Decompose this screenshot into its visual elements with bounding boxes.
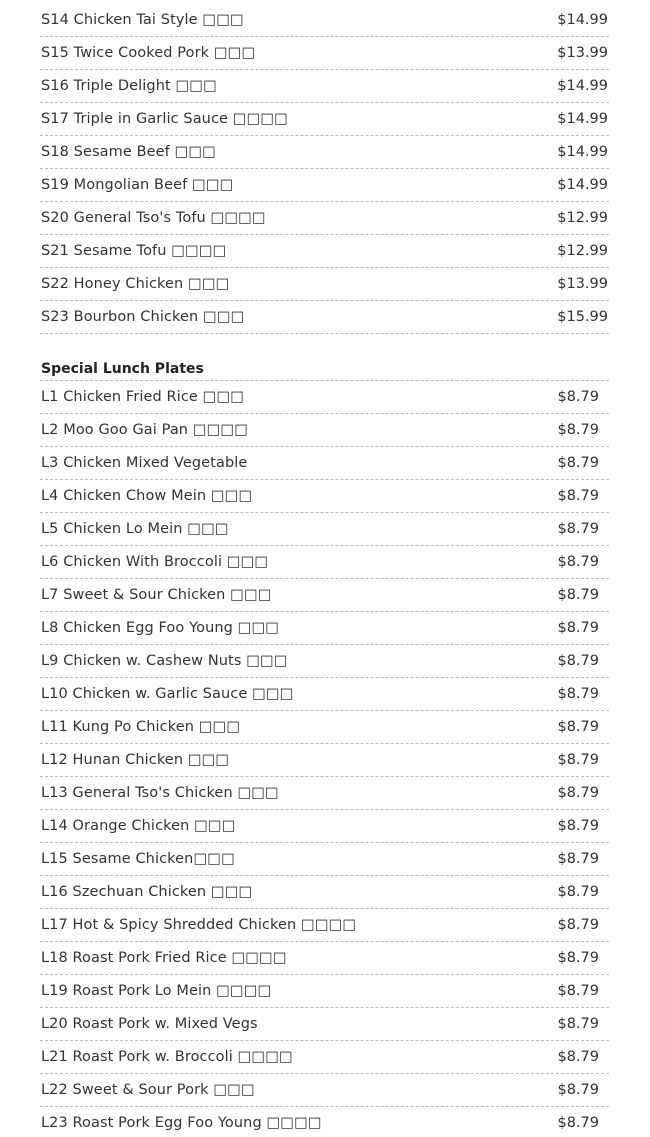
menu-item-price: $8.79 xyxy=(557,554,599,570)
menu-item-row xyxy=(40,103,609,136)
menu-item-name: S19 Mongolian Beef □□□ xyxy=(41,177,234,193)
menu-item-price: $8.79 xyxy=(557,488,599,504)
menu-item-row xyxy=(40,645,609,678)
menu-item-price: $14.99 xyxy=(557,177,608,193)
menu-item-price: $14.99 xyxy=(557,12,608,28)
menu-item-row xyxy=(40,1008,609,1041)
lunch-section xyxy=(40,354,609,1137)
menu-item-name: L11 Kung Po Chicken □□□ xyxy=(41,719,241,735)
menu-item-price: $8.79 xyxy=(557,1082,599,1098)
menu-item-row xyxy=(40,447,609,480)
menu-item-row xyxy=(40,579,609,612)
menu-item-price: $8.79 xyxy=(557,686,599,702)
lunch-list xyxy=(40,381,609,1137)
menu-item-name: L12 Hunan Chicken □□□ xyxy=(41,752,230,768)
menu-item-name: S17 Triple in Garlic Sauce □□□□ xyxy=(41,111,288,127)
menu-item-name: L9 Chicken w. Cashew Nuts □□□ xyxy=(41,653,288,669)
menu-item-row xyxy=(40,136,609,169)
menu-item-row xyxy=(40,202,609,235)
menu-item-row xyxy=(40,37,609,70)
menu-item-name: L17 Hot & Spicy Shredded Chicken □□□□ xyxy=(41,917,357,933)
menu-item-name: L15 Sesame Chicken□□□ xyxy=(41,851,235,867)
menu-item-price: $8.79 xyxy=(557,752,599,768)
menu-item-price: $8.79 xyxy=(557,1115,599,1131)
menu-item-row xyxy=(40,1074,609,1107)
menu-item-name: S23 Bourbon Chicken □□□ xyxy=(41,309,245,325)
menu-item-price: $14.99 xyxy=(557,111,608,127)
menu-item-name: L21 Roast Pork w. Broccoli □□□□ xyxy=(41,1049,293,1065)
menu-item-name: L20 Roast Pork w. Mixed Vegs xyxy=(41,1016,258,1032)
menu-item-price: $8.79 xyxy=(557,1016,599,1032)
menu-item-name: L5 Chicken Lo Mein □□□ xyxy=(41,521,229,537)
menu-item-row xyxy=(40,268,609,301)
menu-item-name: S22 Honey Chicken □□□ xyxy=(41,276,230,292)
menu-item-row xyxy=(40,975,609,1008)
menu-item-name: S21 Sesame Tofu □□□□ xyxy=(41,243,227,259)
menu-item-row xyxy=(40,1107,609,1137)
menu-item-price: $13.99 xyxy=(557,276,608,292)
menu-item-name: S14 Chicken Tai Style □□□ xyxy=(41,12,244,28)
menu-item-name: L10 Chicken w. Garlic Sauce □□□ xyxy=(41,686,294,702)
menu-item-price: $8.79 xyxy=(557,455,599,471)
menu-item-price: $8.79 xyxy=(557,818,599,834)
menu-item-name: L8 Chicken Egg Foo Young □□□ xyxy=(41,620,280,636)
menu-item-price: $8.79 xyxy=(557,1049,599,1065)
menu-item-row xyxy=(40,546,609,579)
menu-item-price: $12.99 xyxy=(557,243,608,259)
menu-item-name: S15 Twice Cooked Pork □□□ xyxy=(41,45,256,61)
menu-item-price: $8.79 xyxy=(557,950,599,966)
menu-item-row xyxy=(40,942,609,975)
menu-item-row xyxy=(40,876,609,909)
menu-item-name: L22 Sweet & Sour Pork □□□ xyxy=(41,1082,255,1098)
menu-item-price: $8.79 xyxy=(557,587,599,603)
menu-item-row xyxy=(40,711,609,744)
menu-item-name: S16 Triple Delight □□□ xyxy=(41,78,217,94)
menu-item-price: $15.99 xyxy=(557,309,608,325)
menu-item-name: L3 Chicken Mixed Vegetable xyxy=(41,455,248,471)
menu-item-price: $14.99 xyxy=(557,144,608,160)
menu-item-name: S18 Sesame Beef □□□ xyxy=(41,144,216,160)
menu-item-row xyxy=(40,843,609,876)
menu-item-row xyxy=(40,810,609,843)
menu-item-name: L18 Roast Pork Fried Rice □□□□ xyxy=(41,950,287,966)
menu-item-row xyxy=(40,169,609,202)
menu-item-name: L7 Sweet & Sour Chicken □□□ xyxy=(41,587,272,603)
specials-list xyxy=(40,4,609,334)
menu-item-name: L4 Chicken Chow Mein □□□ xyxy=(41,488,253,504)
menu-item-row xyxy=(40,301,609,334)
menu-item-price: $8.79 xyxy=(557,389,599,405)
menu-item-row xyxy=(40,1041,609,1074)
menu-item-price: $14.99 xyxy=(557,78,608,94)
menu-item-name: L6 Chicken With Broccoli □□□ xyxy=(41,554,269,570)
menu-item-name: L1 Chicken Fried Rice □□□ xyxy=(41,389,245,405)
menu-item-name: L2 Moo Goo Gai Pan □□□□ xyxy=(41,422,248,438)
menu-item-row xyxy=(40,235,609,268)
menu-item-row xyxy=(40,4,609,37)
menu-item-price: $12.99 xyxy=(557,210,608,226)
menu-item-name: S20 General Tso's Tofu □□□□ xyxy=(41,210,266,226)
menu-item-row xyxy=(40,414,609,447)
menu-item-row xyxy=(40,777,609,810)
menu-item-row xyxy=(40,480,609,513)
menu-item-price: $13.99 xyxy=(557,45,608,61)
menu-item-price: $8.79 xyxy=(557,719,599,735)
menu-item-row xyxy=(40,70,609,103)
menu-item-row xyxy=(40,513,609,546)
menu-item-row xyxy=(40,381,609,414)
menu-item-row xyxy=(40,612,609,645)
menu-item-price: $8.79 xyxy=(557,785,599,801)
menu-item-row xyxy=(40,909,609,942)
menu-item-price: $8.79 xyxy=(557,653,599,669)
menu-item-name: L23 Roast Pork Egg Foo Young □□□□ xyxy=(41,1115,322,1131)
menu-item-price: $8.79 xyxy=(557,983,599,999)
menu-item-name: L19 Roast Pork Lo Mein □□□□ xyxy=(41,983,272,999)
menu-item-row xyxy=(40,678,609,711)
menu-item-name: L13 General Tso's Chicken □□□ xyxy=(41,785,279,801)
menu-container xyxy=(40,4,609,1137)
menu-item-price: $8.79 xyxy=(557,422,599,438)
menu-item-price: $8.79 xyxy=(557,884,599,900)
menu-item-price: $8.79 xyxy=(557,917,599,933)
menu-item-price: $8.79 xyxy=(557,620,599,636)
menu-item-name: L16 Szechuan Chicken □□□ xyxy=(41,884,253,900)
menu-item-row xyxy=(40,744,609,777)
menu-item-price: $8.79 xyxy=(557,851,599,867)
menu-item-name: L14 Orange Chicken □□□ xyxy=(41,818,236,834)
menu-item-price: $8.79 xyxy=(557,521,599,537)
section-title-lunch: Special Lunch Plates xyxy=(40,354,609,381)
